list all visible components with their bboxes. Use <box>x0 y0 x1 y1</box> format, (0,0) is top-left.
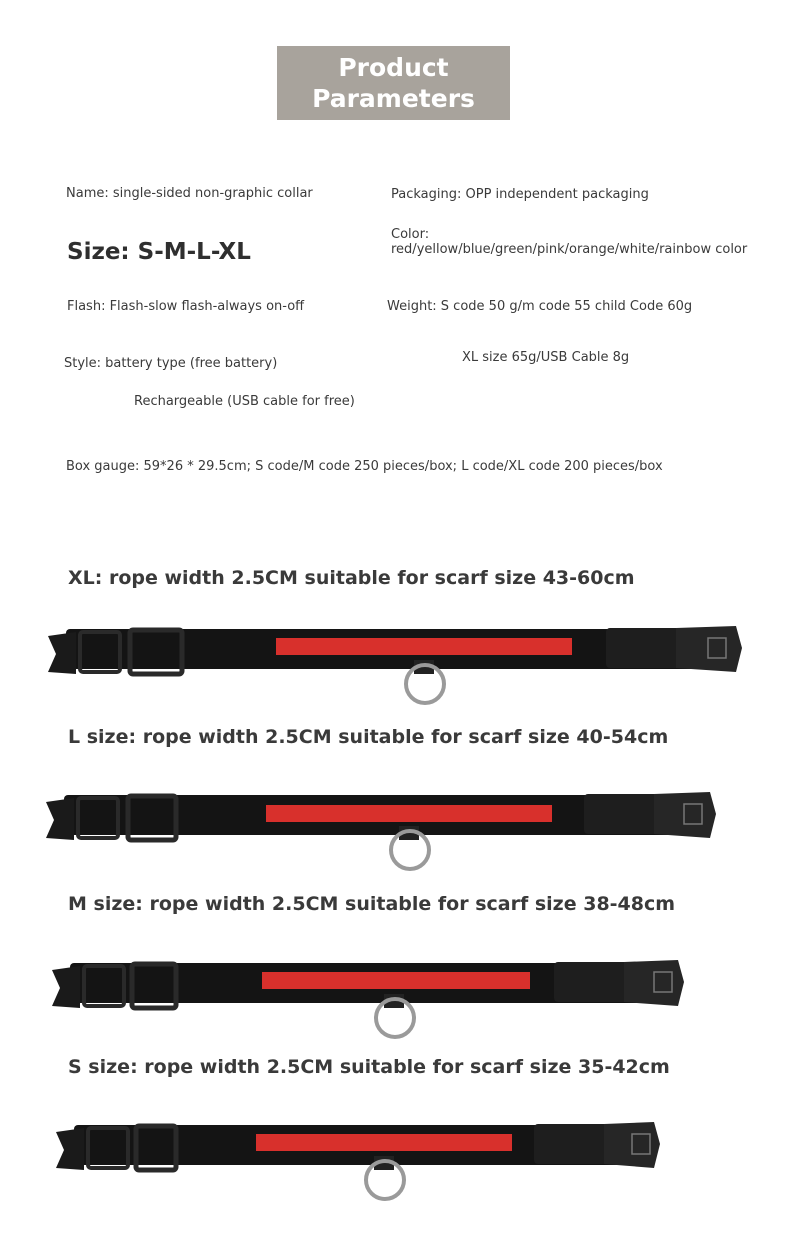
param-rechargeable: Rechargeable (USB cable for free) <box>134 394 355 409</box>
param-packaging: Packaging: OPP independent packaging <box>391 187 649 202</box>
buckle-left <box>46 798 74 840</box>
param-box-gauge: Box gauge: 59*26 * 29.5cm; S code/M code 250 pieces/box; L code/XL code 200 pieces/box <box>66 459 663 474</box>
param-size: Size: S-M-L-XL <box>67 239 251 265</box>
buckle-left <box>52 966 80 1008</box>
led-strip <box>266 805 552 822</box>
param-color <box>391 227 751 257</box>
collar-s-image <box>54 1118 664 1202</box>
strap-end <box>606 628 686 668</box>
buckle-right <box>654 792 716 838</box>
param-flash: Flash: Flash-slow flash-always on-off <box>67 299 305 314</box>
collar-m-image <box>50 956 690 1040</box>
strap-end <box>554 962 634 1002</box>
collar-xl-image <box>46 622 746 706</box>
param-name: Name: single-sided non-graphic collar <box>66 186 313 201</box>
param-weight: Weight: S code 50 g/m code 55 child Code 60g <box>387 299 693 314</box>
page-title: Product Parameters <box>312 53 475 113</box>
buckle-right <box>676 626 742 672</box>
led-strip <box>262 972 530 989</box>
title-banner <box>277 46 510 120</box>
param-style: Style: battery type (free battery) <box>64 356 278 371</box>
buckle-left <box>56 1128 84 1170</box>
param-color-value: red/yellow/blue/green/pink/orange/white/rainbow color <box>391 242 748 257</box>
size-xl-heading: XL: rope width 2.5CM suitable for scarf size 43-60cm <box>68 567 635 589</box>
led-strip <box>256 1134 512 1151</box>
size-m-heading: M size: rope width 2.5CM suitable for scarf size 38-48cm <box>68 893 676 915</box>
param-color-label: Color: <box>391 227 430 242</box>
size-s-heading: S size: rope width 2.5CM suitable for scarf size 35-42cm <box>68 1056 670 1078</box>
strap-end <box>584 794 664 834</box>
led-strip <box>276 638 572 655</box>
buckle-left <box>48 632 76 674</box>
collar-l-image <box>44 788 724 872</box>
param-weight-xl: XL size 65g/USB Cable 8g <box>462 350 630 365</box>
size-l-heading: L size: rope width 2.5CM suitable for scarf size 40-54cm <box>68 726 669 748</box>
strap-end <box>534 1124 614 1164</box>
